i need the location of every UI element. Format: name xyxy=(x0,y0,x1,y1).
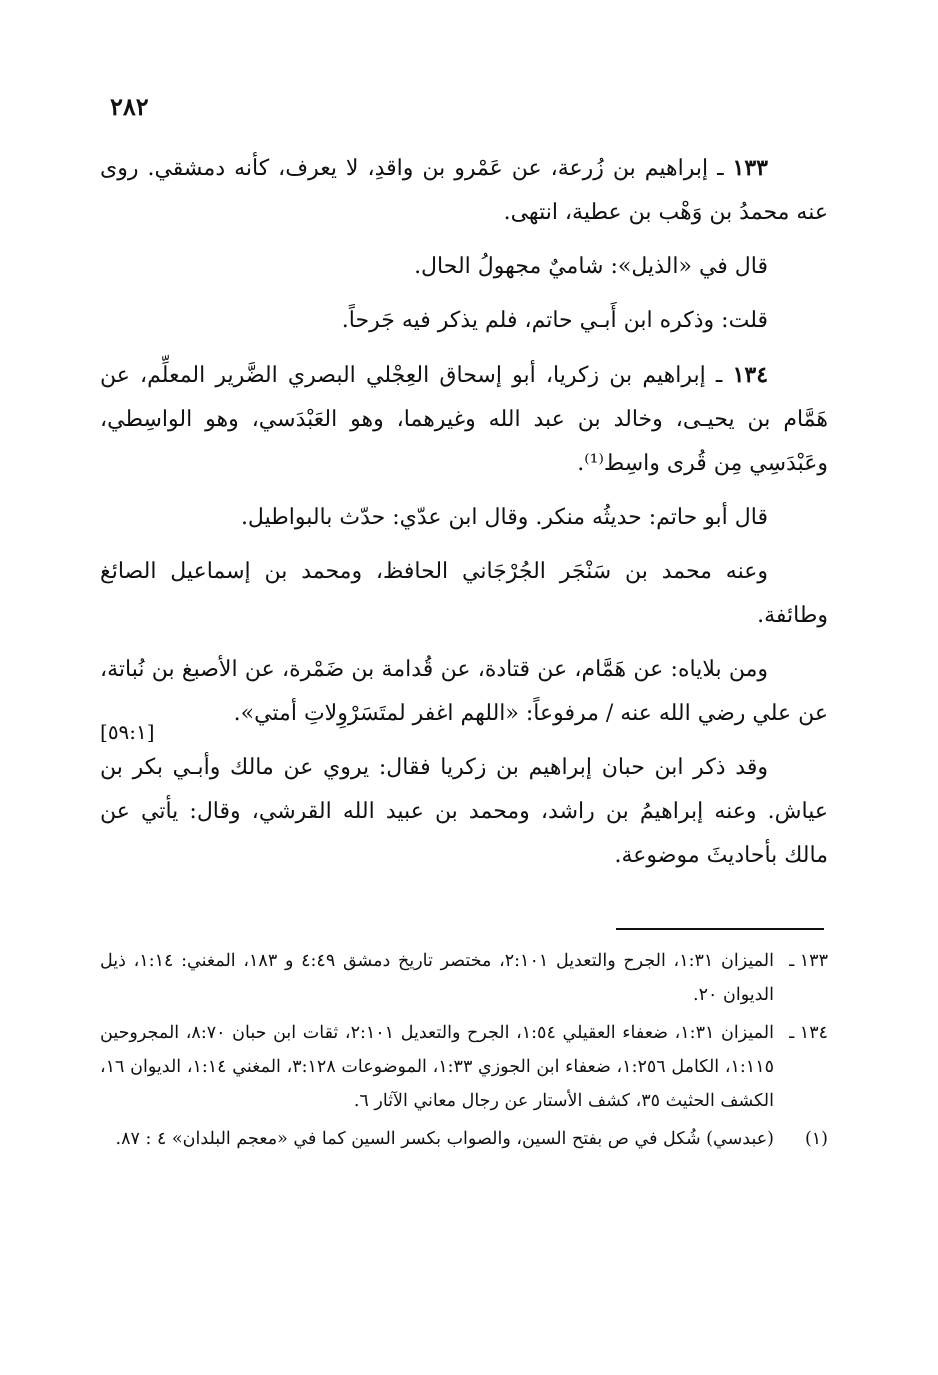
entry-133-heading xyxy=(100,146,828,235)
entry-number: ١٣٤ xyxy=(732,362,769,388)
entry-text: إبراهيم بن زُرعة، عن عَمْرو بن واقدِ، لا يعرف، كأنه دمشقي. روى عنه محمدُ بن وَهْب بن عطية، انتهى. xyxy=(100,156,828,225)
entry-134-paragraph: ومن بلاياه: عن هَمَّام، عن قتادة، عن قُدامة بن ضَمْرة، عن الأصبغ بن نُباتة، عن علي رضي الله عنه / مرفوعاً: «اللهم اغفر لمتَسَرْوِلاتِ أمتي». xyxy=(100,657,828,726)
entry-dash: ـ xyxy=(717,156,724,181)
entry-133-paragraph: قلت: وذكره ابن أَبـي حاتم، فلم يذكر فيه جَرحاً. xyxy=(341,308,768,333)
footnote-text: (عبدسي) شُكل في ص بفتح السين، والصواب بكسر السين كما في «معجم البلدان» ٤ : ٨٧. xyxy=(115,1129,774,1149)
entry-number: ١٣٣ xyxy=(732,155,768,181)
footnote-label: ١٣٣ ـ xyxy=(789,951,828,971)
entry-dash: ـ xyxy=(715,363,723,388)
footnote xyxy=(100,944,828,1012)
entry-134-paragraph: وقد ذكر ابن حبان إبراهيم بن زكريا فقال: يروي عن مالك وأبـي بكر بن عياش. وعنه إبراهيمُ بن راشد، ومحمد بن عبيد الله القرشي، وقال: يأتي عن مالك بأحاديثَ موضوعة. xyxy=(100,755,828,868)
footnote-label: (١) xyxy=(804,1129,828,1149)
entry-133-paragraph: قال في «الذيل»: شاميٌ مجهولُ الحال. xyxy=(414,254,768,279)
footnote-divider xyxy=(616,928,824,930)
footnotes xyxy=(100,944,828,1160)
folio-marker: [٥٩:١] xyxy=(100,720,155,744)
footnote xyxy=(100,1122,828,1156)
footnote-text: الميزان ١:٣١، الجرح والتعديل ٢:١٠١، مختصر تاريخ دمشق ٤:٤٩ و ١٨٣، المغني: ١:١٤، ذيل الديوان ٢٠. xyxy=(100,951,774,1005)
entry-134-heading xyxy=(100,353,828,486)
entry-134-paragraph: وعنه محمد بن سَنْجَر الجُرْجَاني الحافظ، ومحمد بن إسماعيل الصائغ وطائفة. xyxy=(100,559,828,628)
entry-134-paragraph: قال أبو حاتم: حديثُه منكر. وقال ابن عدّي: حدّث بالبواطيل. xyxy=(240,505,768,530)
footnote-text: الميزان ١:٣١، ضعفاء العقيلي ١:٥٤، الجرح والتعديل ٢:١٠١، ثقات ابن حبان ٨:٧٠، المجروحين ١:١١٥، الكامل ١:٢٥٦، ضعفاء ابن الجوزي ١:٣٣، الموضوعات ٣:١٢٨، المغني ١:١٤، الديوان ١٦، الكشف الحثيث ٣٥، كشف الأستار عن رجال معاني الآثار ٦. xyxy=(100,1023,774,1111)
footnote xyxy=(100,1016,828,1118)
entry-text: إبراهيم بن زكريا، أبو إسحاق العِجْلي البصري الضَّرير المعلِّم، عن هَمَّام بن يحيـى، وخالد بن عبد الله وغيرهما، وهو العَبْدَسي، وهو الواسِطي، وعَبْدَسِي مِن قُرى واسِط⁽¹⁾. xyxy=(100,363,828,476)
page-number: ٢٨٢ xyxy=(110,92,149,121)
footnote-label: ١٣٤ ـ xyxy=(789,1023,828,1043)
main-text xyxy=(100,146,828,888)
